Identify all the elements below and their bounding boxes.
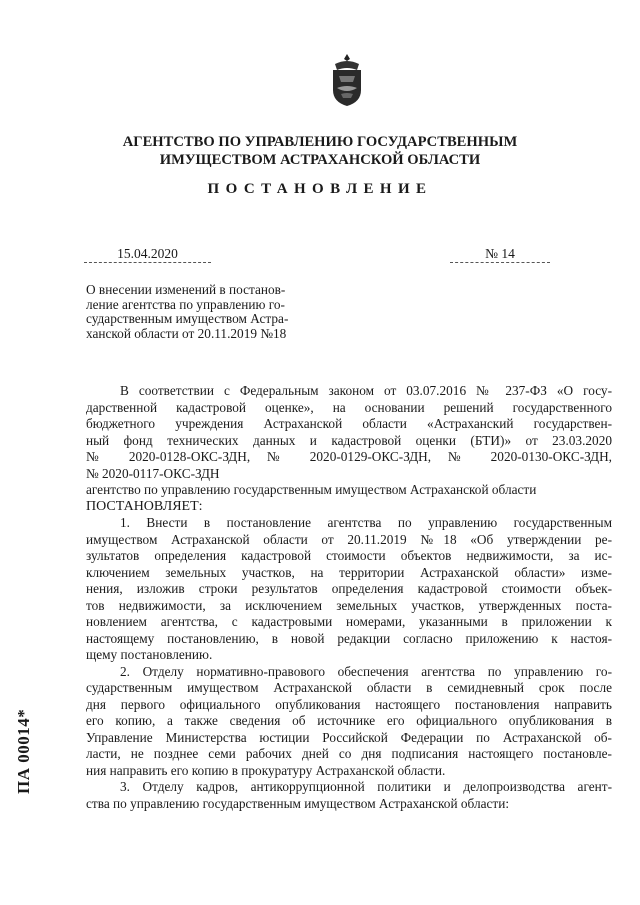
preamble-line: агентство по управлению государственным имуществом Астраханской области bbox=[86, 482, 537, 497]
agency-name-line2: ИМУЩЕСТВОМ АСТРАХАНСКОЙ ОБЛАСТИ bbox=[159, 152, 481, 168]
item2-line: сударственным имуществом Астраханской области в семидневный срок после bbox=[86, 680, 612, 695]
item1-line: 1. Внести в постановление агентства по управлению государственным bbox=[120, 515, 612, 530]
preamble-line: дарственной кадастровой оценке», на основании решений государственного bbox=[86, 399, 612, 415]
item1-line: нения, изложив строки результатов определения кадастровой стоимости объек- bbox=[86, 581, 612, 596]
preamble-line: ный фонд технических данных и кадастровой оценки (БТИ)» от 23.03.2020 bbox=[86, 432, 612, 448]
preamble-line: № 2020-0128-ОКС-ЗДН, № 2020-0129-ОКС-ЗДН, № 2020-0130-ОКС-ЗДН, bbox=[86, 449, 612, 464]
item1-line: новлением агентства, с кадастровыми номерами, указанными в приложении к bbox=[86, 614, 612, 629]
item1-line: имуществом Астраханской области от 20.11.2019 №18 «Об утверждении ре- bbox=[86, 531, 612, 547]
agency-name-line1: АГЕНТСТВО ПО УПРАВЛЕНИЮ ГОСУДАРСТВЕННЫМ bbox=[122, 134, 518, 150]
preamble-line: В соответствии с Федеральным законом от 03.07.2016 № 237-ФЗ «О госу- bbox=[120, 383, 612, 398]
item2-line: дня первого официального опубликования настоящего постановления направить bbox=[86, 696, 612, 712]
agency-name bbox=[0, 133, 640, 169]
item1-line: тов недвижимости, за исключением земельных участков, утвержденных поста- bbox=[86, 597, 612, 613]
subject-line: О внесении изменений в постанов- bbox=[86, 282, 286, 297]
side-registration-stamp: ПА 00014* bbox=[14, 708, 33, 794]
item2-line: Управление Министерства юстиции Российской Федерации по Астраханской об- bbox=[86, 729, 612, 745]
subject-line: ханской области от 20.11.2019 №18 bbox=[86, 326, 287, 342]
item2-line: ния направить его копию в прокуратуру Астраханской области. bbox=[86, 762, 446, 778]
resolves-heading: ПОСТАНОВЛЯЕТ: bbox=[86, 498, 203, 514]
item2-line: его копию, а также сведения об источнике его официального опубликования в bbox=[86, 713, 612, 728]
document-body bbox=[86, 383, 612, 812]
item1-line: зультатов определения кадастровой стоимости объектов недвижимости, за ис- bbox=[86, 548, 612, 563]
subject-line: ление агентства по управлению го- bbox=[86, 296, 285, 312]
document-subject bbox=[86, 283, 324, 342]
item2-line: 2. Отделу нормативно-правового обеспечения агентства по управлению го- bbox=[120, 663, 612, 679]
item1-line: щему постановлению. bbox=[86, 647, 213, 662]
preamble-line: бюджетного учреждения Астраханской области «Астраханский государствен- bbox=[86, 416, 612, 431]
subject-line: сударственным имуществом Астра- bbox=[86, 311, 289, 327]
document-date: 15.04.2020 bbox=[84, 245, 211, 263]
item2-line: ласти, не позднее семи рабочих дней со дня подписания настоящего постановле- bbox=[86, 746, 612, 761]
item1-line: ключением земельных участков, на территории Астраханской области» изме- bbox=[86, 564, 612, 580]
preamble-line: № 2020-0117-ОКС-ЗДН bbox=[86, 465, 220, 481]
item1-line: настоящему постановлению, в новой редакции согласно приложению к настоя- bbox=[86, 630, 612, 646]
coat-of-arms-icon bbox=[327, 52, 367, 108]
item3-line: ства по управлению государственным имуществом Астраханской области: bbox=[86, 795, 510, 811]
document-type: ПОСТАНОВЛЕНИЕ bbox=[207, 181, 433, 197]
item3-line: 3. Отделу кадров, антикоррупционной политики и делопроизводства агент- bbox=[120, 779, 612, 794]
document-number: № 14 bbox=[450, 245, 550, 263]
